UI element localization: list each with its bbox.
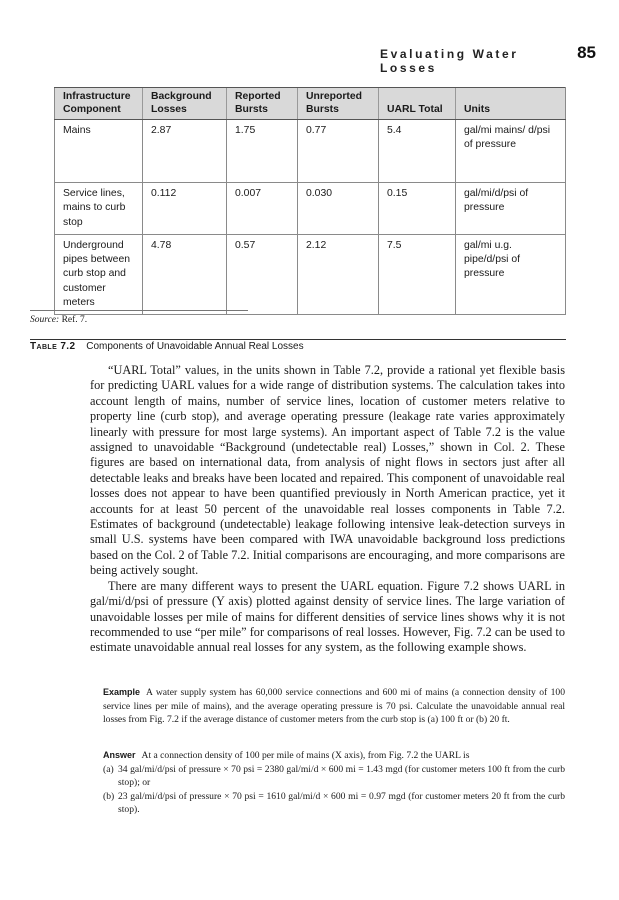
answer-item-text: 34 gal/mi/d/psi of pressure × 70 psi = 2380 gal/mi/d × 600 mi = 1.43 mgd (for customer meters 100 ft from the curb stop); or bbox=[118, 763, 565, 789]
table-header-row bbox=[55, 88, 566, 120]
table-cell: gal/mi u.g. pipe/d/psi of pressure bbox=[456, 234, 566, 314]
table-cell: 4.78 bbox=[143, 234, 227, 314]
answer-item bbox=[103, 790, 565, 817]
paragraph: There are many different ways to present the UARL equation. Figure 7.2 shows UARL in gal/mi/d/psi of pressure (Y axis) plotted against density of service lines. The large variation of unavoidable losses per mile of mains for different densities of service lines shows why it is not recommended to use “per mile” for comparisons of real losses. However, Fig. 7.2 can be used to estimate unavoidable annual real losses for any system, as the following example shows. bbox=[90, 578, 565, 655]
column-header: Infrastructure Component bbox=[55, 88, 143, 120]
data-table bbox=[54, 87, 566, 315]
answer-label: Answer bbox=[103, 750, 136, 760]
column-header: Units bbox=[456, 88, 566, 120]
body-text bbox=[90, 363, 565, 656]
answer-lead: At a connection density of 100 per mile of mains (X axis), from Fig. 7.2 the UARL is bbox=[141, 750, 470, 761]
table-cell: 7.5 bbox=[379, 234, 456, 314]
source-divider bbox=[30, 310, 248, 311]
table-cell: 0.112 bbox=[143, 183, 227, 235]
column-header: UARL Total bbox=[379, 88, 456, 120]
table-cell: 2.87 bbox=[143, 120, 227, 183]
table-cell: 0.007 bbox=[227, 183, 298, 235]
table-row bbox=[55, 120, 566, 183]
uarl-components-table bbox=[54, 87, 565, 315]
column-header: Unreported Bursts bbox=[298, 88, 379, 120]
running-title: Evaluating Water Losses bbox=[380, 47, 519, 75]
table-cell: 5.4 bbox=[379, 120, 456, 183]
example-text: A water supply system has 60,000 service connections and 600 mi of mains (a connection density of 100 service lines per mile of mains), and the average operating pressure is 70 psi. Calculate the unavoidable annual real losses from Fig. 7.2 if the average distance of customer meters from the curb stop is (a) 100 ft or (b) 20 ft. bbox=[103, 687, 565, 726]
table-cell: 2.12 bbox=[298, 234, 379, 314]
table-cell: gal/mi mains/ d/psi of pressure bbox=[456, 120, 566, 183]
answer-lead-line bbox=[103, 749, 565, 763]
table-cell: 0.15 bbox=[379, 183, 456, 235]
table-cell: 1.75 bbox=[227, 120, 298, 183]
answer-item-text: 23 gal/mi/d/psi of pressure × 70 psi = 1610 gal/mi/d × 600 mi = 0.97 mgd (for customer meters 20 ft from the curb stop). bbox=[118, 790, 565, 816]
page-number: 85 bbox=[577, 43, 596, 62]
table-cell: 0.030 bbox=[298, 183, 379, 235]
answer-item bbox=[103, 763, 565, 790]
table-cell: Underground pipes between curb stop and customer meters bbox=[55, 234, 143, 314]
source-label: Source: bbox=[30, 315, 60, 325]
answer-item-marker: (a) bbox=[103, 763, 114, 775]
table-source bbox=[30, 315, 87, 325]
answer-block bbox=[103, 749, 565, 817]
caption-divider bbox=[30, 339, 566, 340]
table-row bbox=[55, 183, 566, 235]
table-cell: gal/mi/d/psi of pressure bbox=[456, 183, 566, 235]
answer-item-marker: (b) bbox=[103, 790, 115, 802]
table-cell: 0.77 bbox=[298, 120, 379, 183]
source-text: Ref. 7. bbox=[61, 315, 88, 325]
paragraph: “UARL Total” values, in the units shown in Table 7.2, provide a rational yet flexible basis for predicting UARL values for a wide range of distribution systems. The calculation takes into account length of mains, number of service lines, location of customer meters relative to property line (curb stop), and average operating pressure (leakage rate varies approximately linearly with pressure for most large systems). An important aspect of Table 7.2 is the value assigned to unavoidable “Background (undetectable real) Losses,” shown in Col. 2. These figures are based on international data, from analysis of night flows in sectors just after all detectable leaks and breaks have been located and repaired. This component of unavoidable real losses does not appear to have been quantified previously in North American practice, yet it accounts for at least 50 percent of the unavoidable real losses components in Table 7.2. Estimates of background (undetectable) leakage following intensive leak-detection surveys in small U.S. systems have been compared with IWA unavoidable background loss predictions based on the Col. 2 of Table 7.2. Initial comparisons are encouraging, and more comparisons are being actively sought. bbox=[90, 363, 565, 578]
example-label: Example bbox=[103, 687, 141, 697]
example-block bbox=[103, 686, 565, 727]
column-header: Background Losses bbox=[143, 88, 227, 120]
running-head bbox=[380, 43, 596, 75]
table-caption bbox=[30, 341, 304, 352]
caption-text: Components of Unavoidable Annual Real Losses bbox=[86, 341, 304, 352]
table-cell: 0.57 bbox=[227, 234, 298, 314]
caption-label: Table 7.2 bbox=[30, 341, 76, 352]
table-cell: Mains bbox=[55, 120, 143, 183]
column-header: Reported Bursts bbox=[227, 88, 298, 120]
table-cell: Service lines, mains to curb stop bbox=[55, 183, 143, 235]
table-row bbox=[55, 234, 566, 314]
